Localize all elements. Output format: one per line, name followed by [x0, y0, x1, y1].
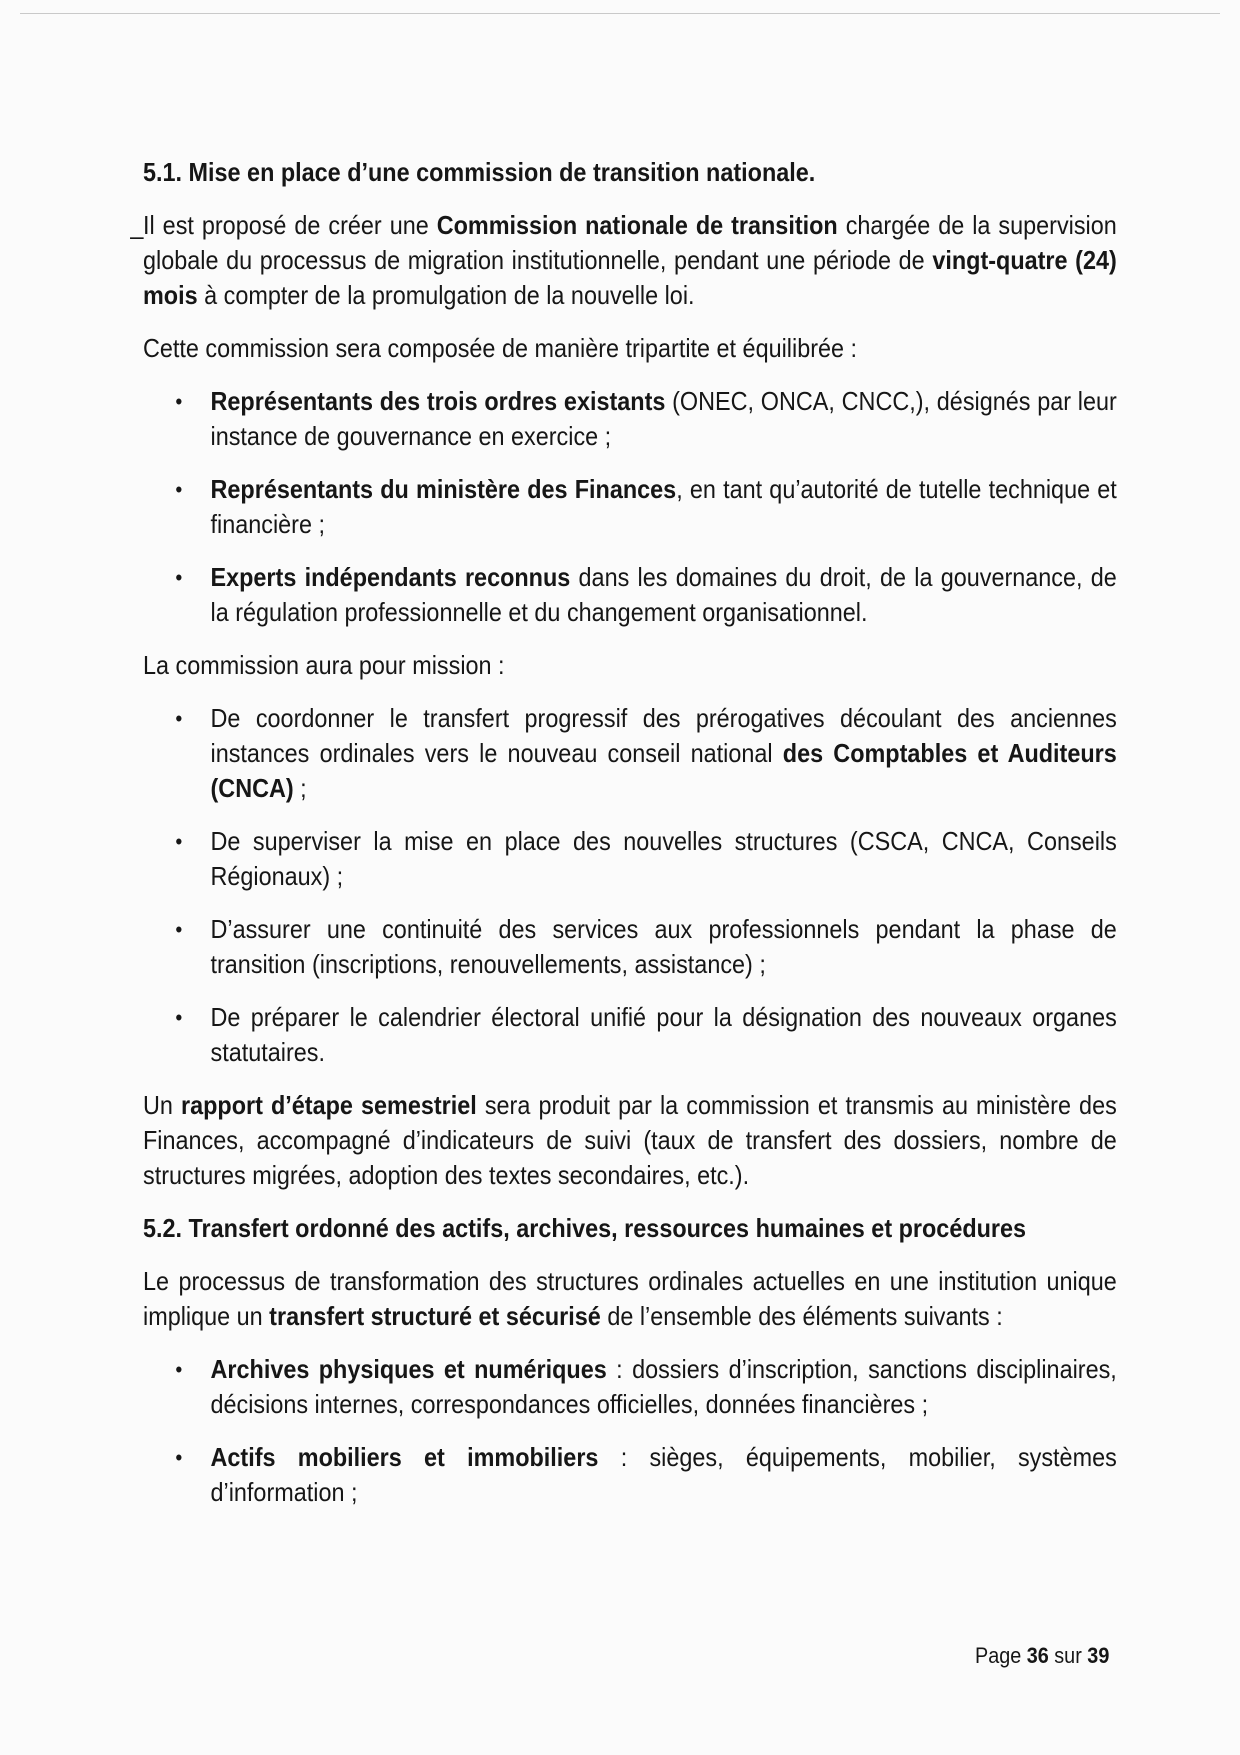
bullet-icon: • [175, 706, 183, 731]
bullet-icon: • [175, 389, 183, 414]
list-item [143, 1352, 1117, 1422]
item-text: D’assurer une continuité des services aux professionnels pendant la phase de transition (inscriptions, renouvellements, assistance) ; [210, 914, 1117, 979]
scan-top-border [20, 13, 1220, 14]
page-current: 36 [1026, 1643, 1049, 1668]
intro-bold-1: Commission nationale de transition [436, 210, 838, 240]
list-item [143, 384, 1117, 454]
bullet-icon: • [175, 917, 183, 942]
report-text-2: sera produit par la commission et transmis au ministère des Finances, accompagné d’indicateurs de suivi (taux de transfert des dossiers, nombre de structures migrées, adoption des textes secondaires, etc.). [143, 1090, 1117, 1190]
item-text: De préparer le calendrier électoral unifié pour la désignation des nouveaux organes statutaires. [210, 1002, 1117, 1067]
intro-paragraph [130, 208, 1117, 313]
page-prefix: Page [975, 1643, 1027, 1668]
item-bold: Actifs mobiliers et immobiliers [210, 1442, 599, 1472]
section-heading-5-1: 5.1. Mise en place d’une commission de transition nationale. [143, 157, 816, 187]
list-item [143, 472, 1117, 542]
report-bold: rapport d’étape semestriel [180, 1090, 477, 1120]
item-text: : dossiers d’inscription, sanctions disciplinaires, décisions internes, correspondances officielles, données financières ; [210, 1354, 1117, 1419]
item-text: (ONEC, ONCA, CNCC,), désignés par leur instance de gouvernance en exercice ; [210, 386, 1117, 451]
section-heading-5-2: 5.2. Transfert ordonné des actifs, archives, ressources humaines et procédures [143, 1213, 1027, 1243]
list-item [143, 701, 1117, 806]
report-text-1: Un [143, 1090, 181, 1120]
intro-text-2: chargée de la supervision globale du processus de migration institutionnelle, pendant une période de [143, 210, 1117, 275]
transfer-text-2: de l’ensemble des éléments suivants : [600, 1301, 1003, 1331]
mission-list [143, 701, 1117, 1070]
composition-list [143, 384, 1117, 630]
page-total: 39 [1087, 1643, 1110, 1668]
list-item [143, 560, 1117, 630]
page-middle: sur [1048, 1643, 1088, 1668]
item-after: ; [293, 773, 307, 803]
item-text: : sièges, équipements, mobilier, systèmes d’information ; [210, 1442, 1117, 1507]
list-item [143, 912, 1117, 982]
item-text: dans les domaines du droit, de la gouvernance, de la régulation professionnelle et du changement organisationnel. [210, 562, 1117, 627]
item-text: De coordonner le transfert progressif des prérogatives découlant des anciennes instances ordinales vers le nouveau conseil national [210, 703, 1117, 768]
item-text: , en tant qu’autorité de tutelle technique et financière ; [210, 474, 1117, 539]
mission-intro: La commission aura pour mission : [143, 650, 505, 680]
item-bold: Représentants du ministère des Finances [210, 474, 677, 504]
transfer-text-1: Le processus de transformation des structures ordinales actuelles en une institution unique implique un [143, 1266, 1117, 1331]
item-bold: Représentants des trois ordres existants [210, 386, 666, 416]
bullet-icon: • [175, 1005, 183, 1030]
list-item [143, 1000, 1117, 1070]
transfer-bold: transfert structuré et sécurisé [269, 1301, 601, 1331]
list-item [143, 1440, 1117, 1510]
item-bold: Experts indépendants reconnus [210, 562, 571, 592]
intro-text-3: à compter de la promulgation de la nouvelle loi. [197, 280, 695, 310]
bullet-icon: • [175, 565, 183, 590]
list-item [143, 824, 1117, 894]
report-paragraph [143, 1088, 1117, 1193]
transfer-intro [143, 1264, 1117, 1334]
bullet-icon: • [175, 1357, 183, 1382]
bullet-icon: • [175, 477, 183, 502]
intro-text-1: Il est proposé de créer une [143, 210, 437, 240]
intro-bold-2: vingt-quatre (24) mois [143, 245, 1117, 310]
item-bold: Archives physiques et numériques [210, 1354, 607, 1384]
page-content [130, 155, 1117, 1528]
composition-intro: Cette commission sera composée de manière tripartite et équilibrée : [143, 333, 858, 363]
item-bold: des Comptables et Auditeurs (CNCA) [210, 738, 1117, 803]
item-text: De superviser la mise en place des nouvelles structures (CSCA, CNCA, Conseils Régionaux) ; [210, 826, 1117, 891]
bullet-icon: • [175, 1445, 183, 1470]
transfer-list [143, 1352, 1117, 1510]
page-number [975, 1643, 1109, 1669]
bullet-icon: • [175, 829, 183, 854]
scan-dash-mark: _ [130, 210, 144, 240]
